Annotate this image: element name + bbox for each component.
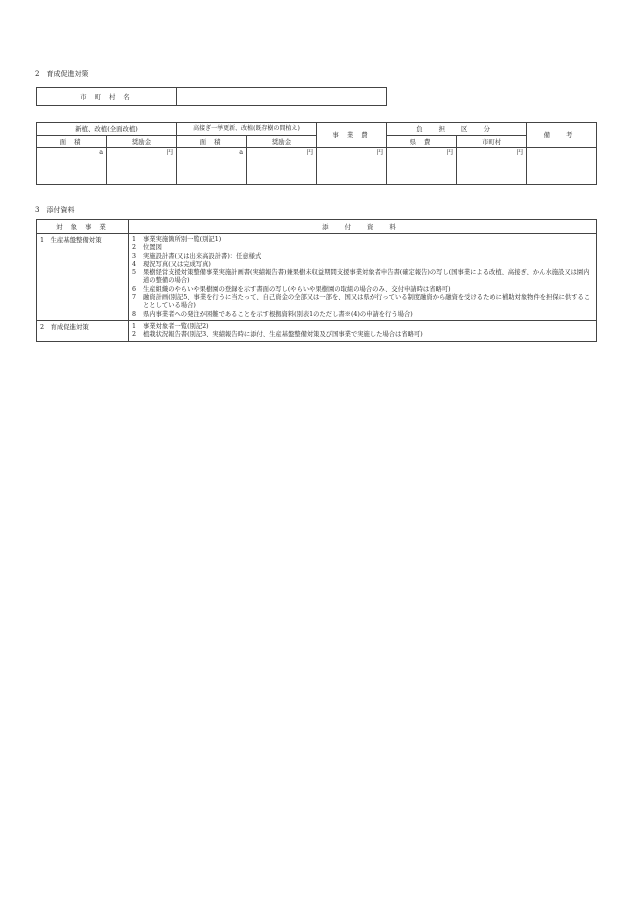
subheader-prefecture: 県 費: [387, 136, 457, 148]
list-item: [132, 269, 593, 286]
unit-yen-2: 円: [247, 148, 317, 185]
item-text: 植栽状況報告書(別記3、実績報告時に添付、生産基盤整備対策及び国事業で実施した場合は省略可): [143, 331, 423, 339]
unit-yen-3: 円: [317, 148, 387, 185]
item-number: 7: [132, 294, 137, 302]
item-text: 位置図: [143, 244, 162, 252]
item-text: 実施設計書(又は出来高設計書)：任意様式: [143, 252, 262, 260]
list-item: [132, 294, 593, 311]
item-text: 生産組織のやらいや果樹園の登録を示す書面の写し(やらいや果樹園の取組の場合のみ、交付申請時は省略可): [143, 285, 451, 293]
municipality-value: [177, 88, 387, 106]
header-new-planting: 新植、改植(全面改植): [37, 123, 177, 136]
item-number: 8: [132, 310, 137, 318]
attachments-table: [36, 219, 597, 342]
header-project-cost: 事 業 費: [317, 123, 387, 148]
subheader-area-2: 面 積: [177, 136, 247, 148]
header-remarks: 備 考: [527, 123, 597, 148]
subheader-municipality: 市町村: [457, 136, 527, 148]
municipality-table: [36, 87, 387, 106]
municipality-label: 市 町 村 名: [37, 88, 177, 106]
unit-yen-4: 円: [387, 148, 457, 185]
docs-cell-1: [129, 234, 597, 321]
unit-area-1: a: [37, 148, 107, 185]
list-item: [132, 331, 593, 339]
item-number: 6: [132, 285, 137, 293]
item-text: 融資計画(別記5、事業を行うに当たって、自己資金の全部又は一部を、国又は県が行っている制度融資から融資を受けるために補助対象物件を担保に供することとしている場合): [143, 294, 591, 310]
item-text: 現況写真(又は完成写真): [143, 260, 211, 268]
header-burden-division: 負 担 区 分: [387, 123, 527, 136]
subheader-area-1: 面 積: [37, 136, 107, 148]
remarks-cell: [527, 148, 597, 185]
list-item: [132, 261, 593, 269]
section3-heading: 3 添付資料: [35, 206, 75, 214]
item-text: 事業対象者一覧(別記2): [143, 322, 209, 330]
item-text: 果樹経営支援対策整備事業実施計画書(実績報告書)兼果樹未収益期間支援事業対象者申告書(確定報告)の写し(国事業による改植、高接ぎ、かん水施設又は園内道の整備の場合): [143, 269, 590, 285]
burden-table: [36, 122, 597, 185]
item-number: 4: [132, 260, 137, 268]
unit-yen-5: 円: [457, 148, 527, 185]
list-item: [132, 286, 593, 294]
target-cell-1: 1 生産基盤整備対策: [37, 234, 129, 321]
unit-area-2: a: [177, 148, 247, 185]
col-target-header: 対 象 事 業: [37, 220, 129, 234]
item-number: 1: [132, 236, 137, 243]
item-number: 2: [132, 331, 137, 339]
unit-yen-1: 円: [107, 148, 177, 185]
list-item: [132, 253, 593, 261]
section2-heading: 2 育成促進対策: [35, 70, 89, 78]
subheader-subsidy-2: 奨励金: [247, 136, 317, 148]
subheader-subsidy-1: 奨励金: [107, 136, 177, 148]
item-number: 2: [132, 244, 137, 252]
list-item: [132, 244, 593, 252]
header-high-grafting: 高接ぎ一挙更新、改植(既存樹の間植え): [177, 123, 317, 136]
list-item: [132, 236, 593, 244]
col-docs-header: 添 付 資 料: [129, 220, 597, 234]
docs-cell-2: [129, 320, 597, 341]
item-text: 事業実施箇所別一覧(別記1): [143, 236, 222, 243]
list-item: [132, 311, 593, 319]
item-number: 3: [132, 252, 137, 260]
item-number: 5: [132, 269, 137, 277]
item-text: 県内事業者への発注が困難であることを示す根拠資料(別表1のただし書※(4)の申請を行う場合): [143, 310, 413, 318]
target-cell-2: 2 育成促進対策: [37, 320, 129, 341]
item-number: 1: [132, 322, 137, 330]
